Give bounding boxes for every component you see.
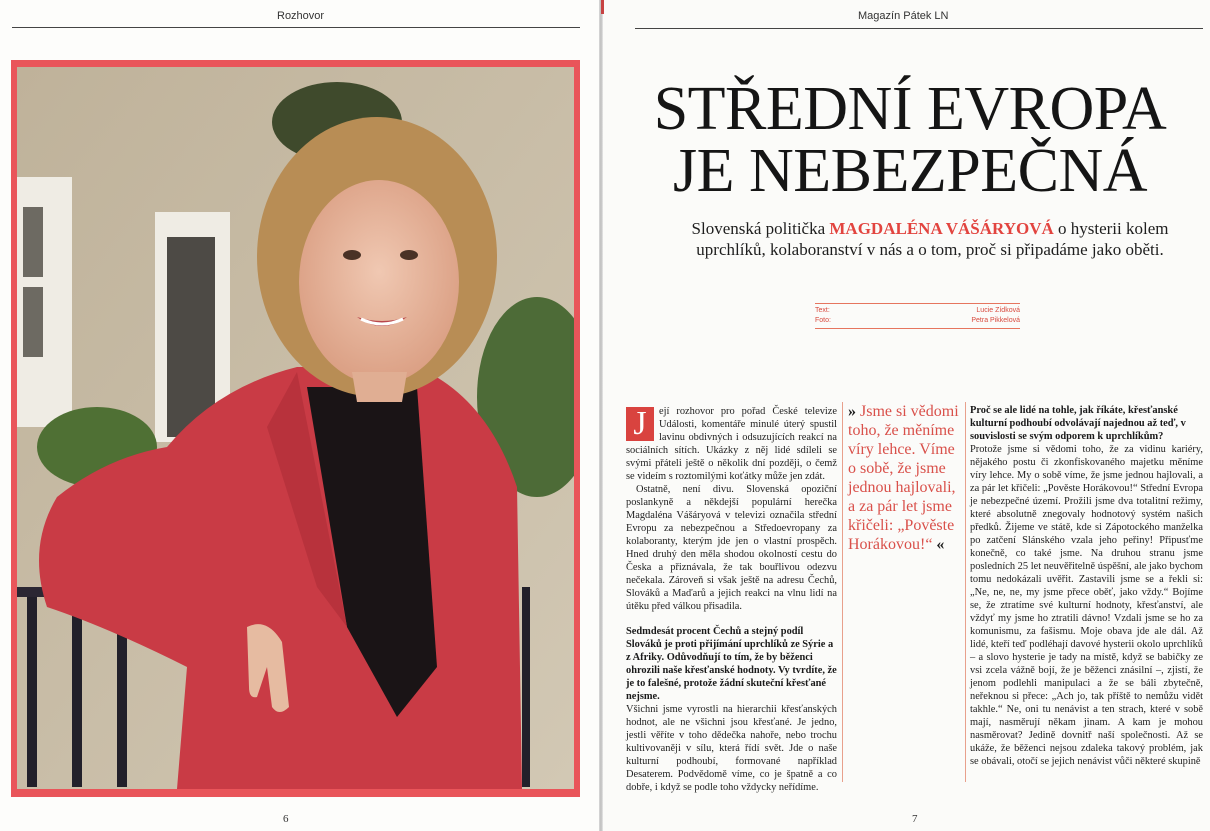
page-number-right: 7 bbox=[912, 813, 918, 825]
dek-name: MAGDALÉNA VÁŠÁRYOVÁ bbox=[829, 219, 1054, 238]
running-head-right: Magazín Pátek LN bbox=[858, 10, 949, 22]
credit-label: Foto: bbox=[815, 317, 831, 324]
header-rule-right bbox=[635, 28, 1203, 29]
article-column-1 bbox=[626, 405, 837, 794]
portrait-illustration bbox=[17, 67, 574, 789]
page-number-left: 6 bbox=[283, 813, 289, 825]
credits-box bbox=[815, 303, 1020, 329]
headline-line-2: JE NEBEZPEČNÁ bbox=[673, 137, 1147, 205]
header-rule-left bbox=[12, 27, 580, 28]
credit-photo bbox=[815, 316, 1020, 326]
left-page bbox=[0, 0, 600, 831]
paragraph-2: Ostatně, není divu. Slovenská opoziční poslankyně a někdejší populární herečka Magdaléna Vášáryová v televizi označila střední Evropu za nebezpečnou a Středoevropany za kolaboranty, kterým jde jen o vlastní prospěch. Hned druhý den měla shodou okolností cestu do Česka a přiznávala, že tak bouřlivou odezvu nečekala. Zároveň si však ještě na adresu Čechů, Slováků a Maďarů a jejich reakci na vlnu lidí na útěku před válkou přisadila. bbox=[626, 484, 837, 612]
drop-cap: J bbox=[626, 407, 654, 441]
interview-answer-1: Všichni jsme vyrostli na hierarchii křesťanských hodnot, ale ne všichni jsou křesťané. Je jedno, jestli věříte v toho dědečka nahoře, nebo trochu kultivovaněji v sílu, která řídí svět. Jde o naše kulturní podhoubí, formované například Desaterem. Podvědomě víme, co je špatně a co dobře, i když se podle toho vždycky neřídíme. bbox=[626, 704, 837, 793]
portrait-photo bbox=[17, 67, 574, 789]
photo-frame bbox=[11, 60, 580, 797]
pull-quote-text: Jsme si vědomi toho, že měníme víry lehce. Víme o sobě, že jsme jednou hajlovali, a za pár let jsme křičeli: „Pověste Horákovou!“ bbox=[848, 403, 959, 553]
paragraph-intro: ejí rozhovor pro pořad České televize Události, komentáře minulé úterý spustil lavinu obdivných i odsuzujících reakcí na sociálních sítích. Ukázky z něj lidé sdíleli se svými přáteli ještě o několik dní později, o čemž se videím s roztomilými koťátky může jen zdát. bbox=[626, 406, 837, 482]
interview-question-2: Proč se ale lidé na tohle, jak říkáte, křesťanské kulturní podhoubí odvolávají najednou až teď, v souvislosti se svým odporem k uprchlíkům? bbox=[970, 405, 1186, 442]
credit-value: Lucie Zídková bbox=[976, 307, 1020, 314]
credit-label: Text: bbox=[815, 307, 830, 314]
dek bbox=[690, 218, 1170, 260]
column-divider-2 bbox=[965, 402, 966, 782]
column-divider-1 bbox=[842, 402, 843, 782]
article-column-3 bbox=[970, 404, 1203, 768]
credit-value: Petra Pikkelová bbox=[971, 317, 1020, 324]
pull-quote bbox=[848, 402, 963, 554]
credit-text bbox=[815, 306, 1020, 316]
dek-rest: o hysterii kolem uprchlíků, kolaboranství v nás a o tom, proč si připadáme jako oběti. bbox=[696, 219, 1169, 259]
headline-line-1: STŘEDNÍ EVROPA bbox=[653, 75, 1167, 143]
headline bbox=[620, 75, 1200, 205]
quote-close-icon: « bbox=[936, 536, 945, 553]
quote-open-icon: » bbox=[848, 403, 856, 420]
running-head-left: Rozhovor bbox=[277, 10, 325, 22]
dek-intro: Slovenská politička bbox=[691, 219, 830, 238]
interview-answer-2: Protože jsme si vědomi toho, že za vidinu kariéry, nějakého postu či zkonfiskovaného majetku měníme víry lehce. My o sobě víme, že jsme jednou hajlovali, a za pár let křičeli: „Pověste Horákovou!“ Střední Evropa je nebezpečné území. Prožili jsme dva totalitní režimy, které absolutně znegovaly hodnotový systém našich předků. Žijeme ve státě, kde si Zápotockého manželka po zatčení Slánského vzala jeho peřiny! Připusťme konečně, co také jsme. Na druhou stranu jsme posledních 25 let neuvěřitelně úspěšní, ale jako bychom tomu nedokázali uvěřit. Zastavili jsme se a řekli si: „Ne, ne, ne, my jsme přece oběť, jako vždy.“ Bojíme se, že ztratíme své kulturní hodnoty, křesťanství, ale vždyť my jsme ho ztratili dávno! Vzdali jsme se ho za komunismu, za fašismu. Moje obava jde ale dál. Až lidé, kteří teď podléhají davové hysterii okolo uprchlíků – a slovo hysterie je tady na místě, když se babičky ze vsi zcela vážně bojí, že je běženci znásilní –, zjistí, že jenom podlehli manipulaci a že se báli zbytečně, neřeknou si přece: „Ach jo, tak příště to nemůžu vidět takhle.“ Ne, oni tu nenávist a ten strach, které v sobě mají, nasměrují někam jinam. A kam je mohou nasměrovat? Jedině dovnitř naší společnosti. Až se ukáže, že běženci nejsou zdaleka takový problém, jak se obávali, otočí se jejich nenávist vůči některé skupině bbox=[970, 444, 1203, 767]
interview-question-1: Sedmdesát procent Čechů a stejný podíl Slováků je proti přijímání uprchlíků ze Sýrie a z Afriky. Odůvodňují to tím, že by běženci ohrozili naše křesťanské hodnoty. Vy tvrdíte, že je to falešné, protože žádní skuteční křesťané nejsme. bbox=[626, 626, 837, 702]
